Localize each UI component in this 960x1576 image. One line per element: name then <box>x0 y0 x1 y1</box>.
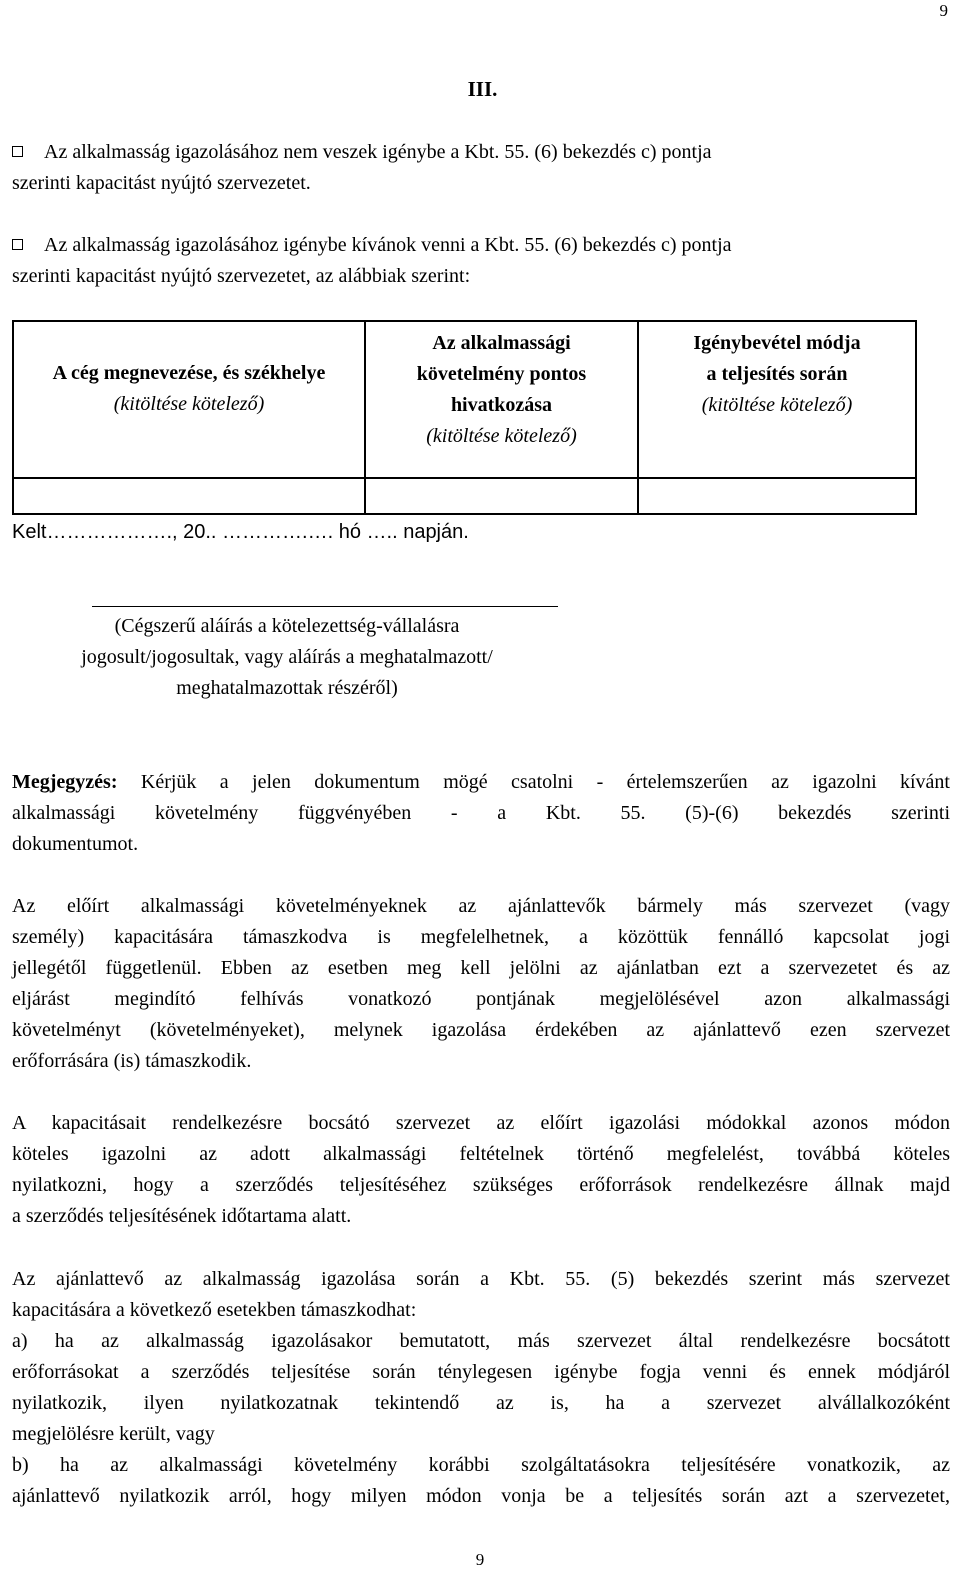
paragraph-reliance-cases <box>12 1264 950 1512</box>
entry-usage-cell[interactable] <box>638 478 916 514</box>
para3-line3: a) ha az alkalmasság igazolásakor bemutatott, más szervezet által rendelkezésre bocsátott <box>12 1330 950 1352</box>
header-requirement-note: (kitöltése kötelező) <box>426 425 577 447</box>
signature-caption <box>0 611 574 704</box>
option-no-capacity-line1 <box>12 141 712 163</box>
capacity-table-entry-row <box>13 478 916 514</box>
option-no-capacity <box>12 137 928 199</box>
header-usage-title2: a teljesítés során <box>706 363 848 385</box>
para1-line2: személy) kapacitására támaszkodva is megfelelhetnek, a közöttük fennálló kapcsolat jogi <box>12 926 950 948</box>
header-requirement-title3: hivatkozása <box>450 394 553 416</box>
para1-line3: jellegétől függetlenül. Ebben az esetben meg kell jelölni az ajánlatban ezt a szervezetet és az <box>12 957 950 979</box>
signature-line <box>92 606 558 607</box>
option-no-capacity-text: Az alkalmasság igazolásához nem veszek igénybe a Kbt. 55. (6) bekezdés c) pontja <box>44 141 712 163</box>
option-with-capacity-text: Az alkalmasság igazolásához igénybe kívánok venni a Kbt. 55. (6) bekezdés c) pontja <box>44 234 732 256</box>
option-no-capacity-checkbox[interactable] <box>12 146 23 157</box>
header-requirement-title2: követelmény pontos <box>416 363 587 385</box>
entry-requirement-cell[interactable] <box>365 478 638 514</box>
note-label: Megjegyzés: <box>12 771 118 793</box>
para3-line5: nyilatkozik, ilyen nyilatkozatnak tekintendő az is, ha a szervezet alvállalkozóként <box>12 1392 950 1414</box>
para2-line1: A kapacitásait rendelkezésre bocsátó szervezet az előírt igazolási módokkal azonos módon <box>12 1112 950 1134</box>
option-with-capacity-line2: szerinti kapacitást nyújtó szervezetet, az alábbiak szerint: <box>12 265 471 287</box>
signature-caption-line1: (Cégszerű aláírás a kötelezettség-vállalásra <box>114 615 460 637</box>
page-number-bottom: 9 <box>475 1550 485 1569</box>
para3-line8: ajánlattevő nyilatkozik arról, hogy milyen módon vonja be a teljesítés során azt a szervezetet, <box>12 1485 950 1507</box>
para3-line6: megjelölésre került, vagy <box>12 1423 215 1445</box>
para1-line6: erőforrására (is) támaszkodik. <box>12 1050 252 1072</box>
header-company-name-note: (kitöltése kötelező) <box>113 393 265 415</box>
para2-line4: a szerződés teljesítésének időtartama alatt. <box>12 1205 352 1227</box>
option-no-capacity-line2: szerinti kapacitást nyújtó szervezetet. <box>12 172 311 194</box>
page-number-top: 9 <box>939 1 948 20</box>
date-line: Kelt………………., 20.. ………….…. hó ….. napján. <box>12 521 469 543</box>
option-with-capacity-line1 <box>12 234 732 256</box>
para3-line1: Az ajánlattevő az alkalmasság igazolása során a Kbt. 55. (5) bekezdés szerint más szervezet <box>12 1268 950 1290</box>
paragraph-capacity-reliance <box>12 891 950 1077</box>
note-line2: alkalmassági követelmény függvényében - a Kbt. 55. (5)-(6) bekezdés szerinti <box>12 802 950 824</box>
option-with-capacity-checkbox[interactable] <box>12 239 23 250</box>
capacity-table-header-row <box>13 321 916 478</box>
header-usage-note: (kitöltése kötelező) <box>701 394 853 416</box>
para3-line4: erőforrásokat a szerződés teljesítése során ténylegesen igénybe fogja venni és ennek módjáról <box>12 1361 950 1383</box>
paragraph-capacity-provider <box>12 1108 950 1232</box>
header-usage-title1: Igénybevétel módja <box>693 332 861 354</box>
capacity-table <box>12 320 917 515</box>
para1-line5: követelményt (követelményeket), melynek igazolása érdekében az ajánlattevő ezen szervezet <box>12 1019 950 1041</box>
note-line3: dokumentumot. <box>12 833 139 855</box>
para1-line4: eljárást megindító felhívás vonatkozó pontjának megjelölésével azon alkalmassági <box>12 988 950 1010</box>
signature-caption-line2: jogosult/jogosultak, vagy aláírás a meghatalmazott/ <box>81 646 493 668</box>
header-company-name-title: A cég megnevezése, és székhelye <box>52 362 326 384</box>
section-heading: III. <box>467 77 498 101</box>
note-line1-text: Kérjük a jelen dokumentum mögé csatolni - értelemszerűen az igazolni kívánt <box>117 771 950 793</box>
para1-line1: Az előírt alkalmassági követelményeknek az ajánlattevők bármely más szervezet (vagy <box>12 895 950 917</box>
para3-line7: b) ha az alkalmassági követelmény korábbi szolgáltatásokra teljesítésére vonatkozik, az <box>12 1454 950 1476</box>
para2-line2: köteles igazolni az adott alkalmassági feltételnek történő megfelelést, továbbá köteles <box>12 1143 950 1165</box>
signature-caption-line3: meghatalmazottak részéről) <box>176 677 398 699</box>
header-requirement-title1: Az alkalmassági <box>432 332 571 354</box>
option-with-capacity <box>12 230 928 292</box>
para3-line2: kapacitására a következő esetekben támaszkodhat: <box>12 1299 417 1321</box>
note-line1 <box>12 767 950 798</box>
header-company-name <box>13 321 365 478</box>
header-usage-method <box>638 321 916 478</box>
entry-company-name-cell[interactable] <box>13 478 365 514</box>
header-requirement-reference <box>365 321 638 478</box>
para2-line3: nyilatkozni, hogy a szerződés teljesítéséhez szükséges erőforrások rendelkezésre állnak majd <box>12 1174 950 1196</box>
note-paragraph <box>12 767 950 860</box>
